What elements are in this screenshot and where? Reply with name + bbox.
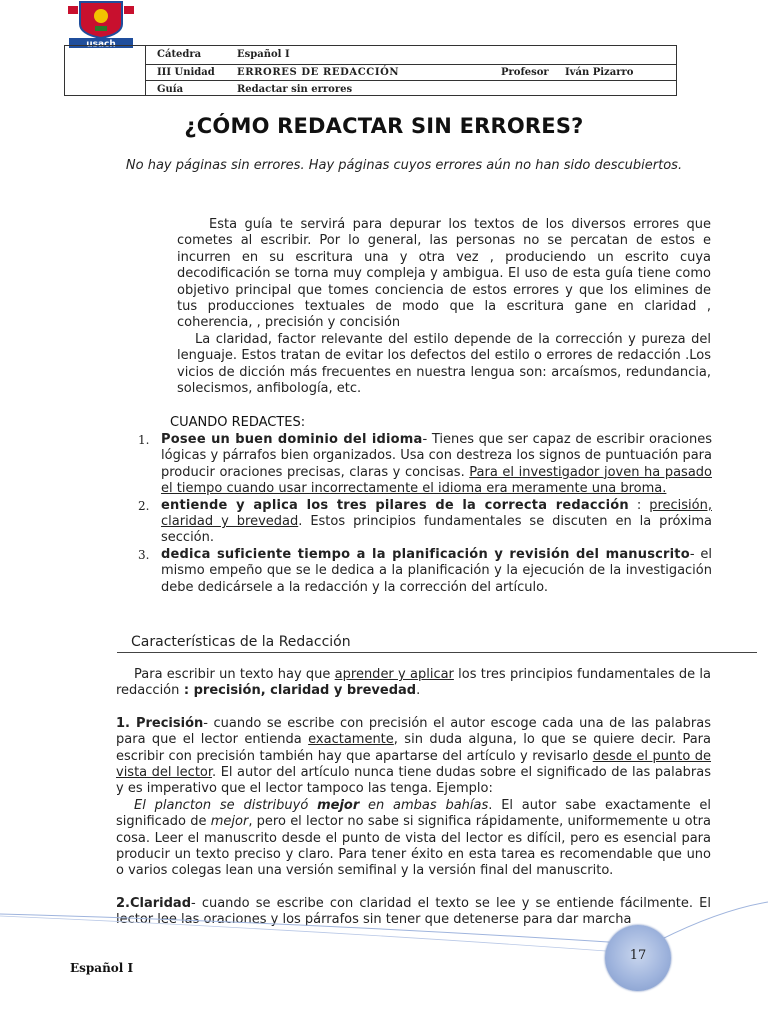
characteristics-body	[116, 667, 711, 929]
text-run-italic: El plancton se distribuyó	[134, 797, 318, 813]
header-row-guia	[146, 81, 676, 97]
list-item-underlined: Para el investigador joven ha pasado el tiempo cuando usar incorrectamente el idioma era meramente una broma.	[161, 464, 712, 497]
text-run: Para escribir un texto hay que	[134, 667, 335, 682]
text-run: . El autor del artículo nunca tiene dudas sobre el significado de las palabras y es imperativo que el lector tampoco las tenga. Ejemplo:	[116, 765, 711, 797]
course-header-table	[64, 45, 677, 96]
text-run: . El autor sabe exactamente el significado de	[116, 797, 711, 830]
list-number: 1.	[138, 433, 150, 447]
intro-paragraph-1: Esta guía te servirá para depurar los textos de los diversos errores que cometes al escribir. Por lo general, las personas no se percatan de estos e incurren en su escritura una y otra vez , produciendo un escrito cuya decodificación se torna muy compleja y ambigua. El uso de esta guía tiene como objetivo principal que tomes conciencia de estos errores y que los elimines de tus producciones textuales de modo que la escritura gane en claridad , coherencia, , precisión y concisión	[177, 217, 711, 331]
epigraph-quote: No hay páginas sin errores. Hay páginas cuyos errores aún no han sido descubiertos.	[125, 158, 683, 173]
list-item	[138, 432, 712, 498]
body-paragraph-intro	[116, 667, 711, 700]
body-paragraph-precision	[116, 716, 711, 798]
header-left-cell	[65, 46, 146, 95]
profesor-value: Iván Pizarro	[565, 67, 634, 78]
text-run-italic: en ambas bahías	[359, 797, 489, 813]
text-run: - cuando se escribe con precisión el autor escoge cada una de las palabras para que el lector entienda	[116, 715, 712, 748]
text-run-underlined: aprender y aplicar	[334, 667, 454, 682]
intro-paragraph-2: La claridad, factor relevante del estilo depende de la corrección y pureza del lenguaje. Estos tratan de evitar los defectos del estilo o errores de redacción .Los vicios de dicción más frecuentes en nuestra lengua son: arcaísmos, redundancia, solecismos, anfibología, etc.	[177, 331, 711, 397]
page-title: ¿CÓMO REDACTAR SIN ERRORES?	[184, 114, 584, 138]
list-item-underlined: precisión, claridad y brevedad	[161, 497, 712, 530]
profesor-label: Profesor	[501, 67, 549, 78]
text-run: - cuando se escribe con claridad el texto se lee y se entiende fácilmente. El lector lee las oraciones y los párrafos sin tener que detenerse para dar marcha	[116, 895, 711, 928]
list-number: 3.	[138, 547, 150, 562]
guia-label: Guía	[157, 84, 184, 95]
text-run-underlined: exactamente	[308, 732, 394, 748]
text-run-bold: : precisión, claridad y brevedad	[179, 683, 417, 699]
section-divider	[117, 652, 757, 653]
text-run-bold-italic: mejor	[317, 797, 360, 813]
catedra-label: Cátedra	[157, 49, 202, 60]
list-item-bold: dedica suficiente tiempo a la planificación y revisión del manuscrito	[161, 546, 690, 562]
list-item-text: - el mismo empeño que se le dedica a la planificación y la ejecución de la investigación debe dedicársele a la redacción y la corrección del artículo.	[161, 546, 712, 595]
list-item-text: - Tienes que ser capaz de escribir oraciones lógicas y párrafos bien organizados. Usa con destreza los signos de puntuación para producir oraciones precisas, claras y concisas.	[161, 432, 712, 480]
list-number: 2.	[138, 498, 150, 513]
catedra-value: Español I	[237, 49, 290, 60]
list-item	[138, 547, 712, 596]
text-run: , pero el lector no sabe si significa rápidamente, uniformemente u otra cosa. Leer el manuscrito desde el punto de vista del lector es difícil, pero es esencial para producir un texto preciso y claro. Para tener éxito en esta tarea es recomendable que uno o varios colegas lean una versión semifinal y la versión final del manuscrito.	[116, 814, 711, 879]
page-number: 17	[629, 948, 647, 963]
list-item-text: :	[628, 497, 650, 513]
list-item-text: . Estos principios fundamentales se discuten en la próxima sección.	[161, 514, 712, 546]
intro-section	[177, 217, 711, 397]
usach-logo	[66, 0, 136, 48]
list-item	[138, 498, 712, 547]
section-title: Características de la Redacción	[131, 634, 351, 650]
text-run: .	[416, 683, 421, 699]
text-run: , sin duda alguna, lo que se quiere decir. Para escribir con precisión también hay que apartarse del artículo y revisarlo	[116, 732, 711, 764]
cuando-redactes-heading: CUANDO REDACTES:	[170, 415, 306, 430]
precision-label: 1. Precisión	[116, 715, 204, 731]
footer-course-name: Español I	[70, 961, 134, 975]
clarity-label: 2.Claridad	[116, 895, 192, 911]
unidad-label: III Unidad	[157, 67, 215, 78]
header-row-catedra	[146, 46, 676, 65]
text-run: los tres principios fundamentales de la redacción	[116, 667, 711, 699]
guia-value: Redactar sin errores	[237, 84, 353, 95]
text-run-underlined: desde el punto de vista del lector	[116, 748, 712, 781]
writing-tips-list	[138, 432, 712, 596]
body-paragraph-example	[116, 798, 711, 880]
header-row-unidad	[146, 64, 676, 81]
list-item-bold: Posee un buen dominio del idioma	[161, 432, 423, 447]
list-item-bold: entiende y aplica los tres pilares de la correcta redacción	[161, 497, 629, 513]
text-run-italic: mejor	[210, 814, 249, 830]
unidad-value: ERRORES DE REDACCIÓN	[237, 67, 400, 78]
logo-wordmark: usach	[86, 39, 116, 48]
